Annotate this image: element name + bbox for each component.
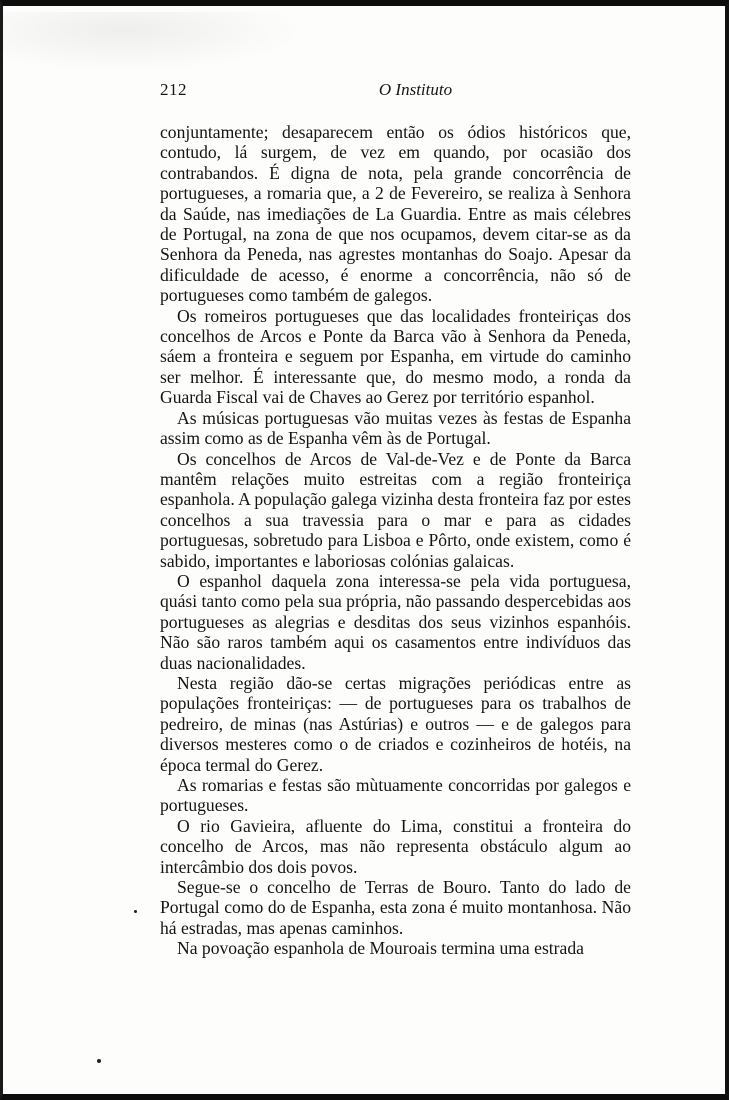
paragraph: Segue-se o concelho de Terras de Bouro. Tanto do lado de Portugal como do de Espanha, esta zona é muito montanhosa. Não há estradas, mas apenas caminhos. xyxy=(160,877,631,938)
body-text xyxy=(160,122,631,959)
scan-speck xyxy=(134,910,137,913)
paragraph: Os romeiros portugueses que das localidades fronteiriças dos concelhos de Arcos e Ponte da Barca vão à Senhora da Peneda, sáem a fronteira e seguem por Espanha, em virtude do caminho ser melhor. É interessante que, do mesmo modo, a ronda da Guarda Fiscal vai de Chaves ao Gerez por território espanhol. xyxy=(160,305,631,408)
scan-smudge xyxy=(3,12,303,72)
journal-title: O Instituto xyxy=(378,80,453,99)
paragraph: As músicas portuguesas vão muitas vezes às festas de Espanha assim como as de Espanha vêm às de Portugal. xyxy=(160,407,631,449)
running-head xyxy=(160,80,631,104)
paragraph: As romarias e festas são mùtuamente concorridas por galegos e portugueses. xyxy=(160,775,631,816)
scan-speck xyxy=(97,1059,101,1063)
paragraph: O rio Gavieira, afluente do Lima, constitui a fronteira do concelho de Arcos, mas não representa obstáculo algum ao intercâmbio dos dois povos. xyxy=(160,815,631,877)
page-number: 212 xyxy=(160,80,187,99)
paragraph: conjuntamente; desaparecem então os ódios históricos que, contudo, lá surgem, de vez em quando, por ocasião dos contrabandos. É digna de nota, pela grande concorrência de portugueses, a romaria que, a 2 de Fevereiro, se realiza à Senhora da Saúde, nas imediações de La Guardia. Entre as mais célebres de Portugal, na zona de que nos ocupamos, devem citar-se as da Senhora da Peneda, nas agrestes montanhas do Soajo. Apesar da dificuldade de acesso, é enorme a concorrência, não só de portugueses como também de galegos. xyxy=(160,122,631,306)
paragraph: Os concelhos de Arcos de Val-de-Vez e de Ponte da Barca mantêm relações muito estreitas com a região fronteiriça espanhola. A população galega vizinha desta fronteira faz por estes concelhos a sua travessia para o mar e para as cidades portuguesas, sobretudo para Lisboa e Pôrto, onde existem, como é sabido, importantes e laboriosas colónias galaicas. xyxy=(160,448,631,571)
paragraph: Na povoação espanhola de Mouroais termina uma estrada xyxy=(177,938,584,959)
paragraph: Nesta região dão-se certas migrações periódicas entre as populações fronteiriças: — de portugueses para os trabalhos de pedreiro, de minas (nas Astúrias) e outros — e de galegos para diversos mesteres como o de criados e cozinheiros de hotéis, na época termal do Gerez. xyxy=(160,672,631,775)
paragraph: O espanhol daquela zona interessa-se pela vida portuguesa, quási tanto como pela sua própria, não passando despercebidas aos portugueses as alegrias e desditas dos seus vizinhos espanhóis. Não são raros também aqui os casamentos entre indivíduos das duas nacionalidades. xyxy=(160,570,631,673)
